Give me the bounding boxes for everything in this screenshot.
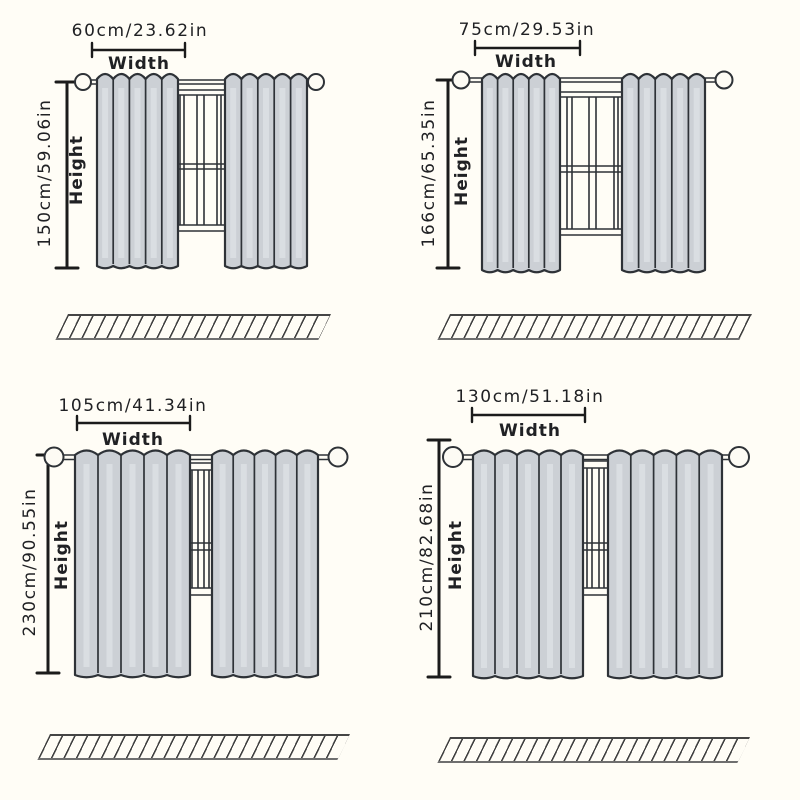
width-word-label-1: Width [108,54,170,74]
window-frame [581,461,610,595]
finial-left-icon [75,74,91,90]
curtain-panel-right [212,451,318,678]
width-word-label-2: Width [495,52,557,72]
size-variant-3 [37,416,348,677]
curtain-panel-left [97,74,178,268]
height-word-label-4: Height [446,520,466,590]
finial-right-icon [308,74,324,90]
window-frame [176,90,227,231]
width-word-label-3: Width [102,430,164,450]
curtain-panel-right [608,451,722,679]
size-variant-4 [428,408,749,678]
floor-hatch-3 [37,734,350,760]
height-word-label-3: Height [52,520,72,590]
curtain-panel-right [225,74,307,268]
floor-hatch-2 [437,314,752,340]
height-word-label-2: Height [452,136,472,206]
curtain-panel-left [482,74,560,272]
finial-right-icon [729,447,749,467]
curtain-panel-left [473,451,583,679]
finial-left-icon [453,72,470,89]
curtain-panel-right [622,74,705,272]
floor-hatch-1 [55,314,331,340]
width-value-label-3: 105cm/41.34in [58,396,208,416]
height-value-label-4: 210cm/82.68in [417,482,437,632]
height-value-label-3: 230cm/90.55in [20,487,40,637]
width-value-label-1: 60cm/23.62in [71,21,209,41]
size-variant-2 [437,41,733,272]
window-frame [559,92,623,235]
finial-right-icon [329,448,348,467]
height-word-label-1: Height [67,135,87,205]
finial-left-icon [45,448,64,467]
width-value-label-2: 75cm/29.53in [458,20,596,40]
window-frame [187,463,215,595]
curtain-panel-left [75,451,190,678]
finial-left-icon [443,447,463,467]
width-dimension-bracket [472,408,585,422]
width-value-label-4: 130cm/51.18in [455,387,605,407]
height-value-label-2: 166cm/65.35in [419,98,439,248]
height-value-label-1: 150cm/59.06in [35,98,55,248]
width-word-label-4: Width [499,421,561,441]
width-dimension-bracket [77,416,190,430]
size-variant-1 [56,43,324,268]
floor-hatch-4 [437,737,750,763]
finial-right-icon [716,72,733,89]
